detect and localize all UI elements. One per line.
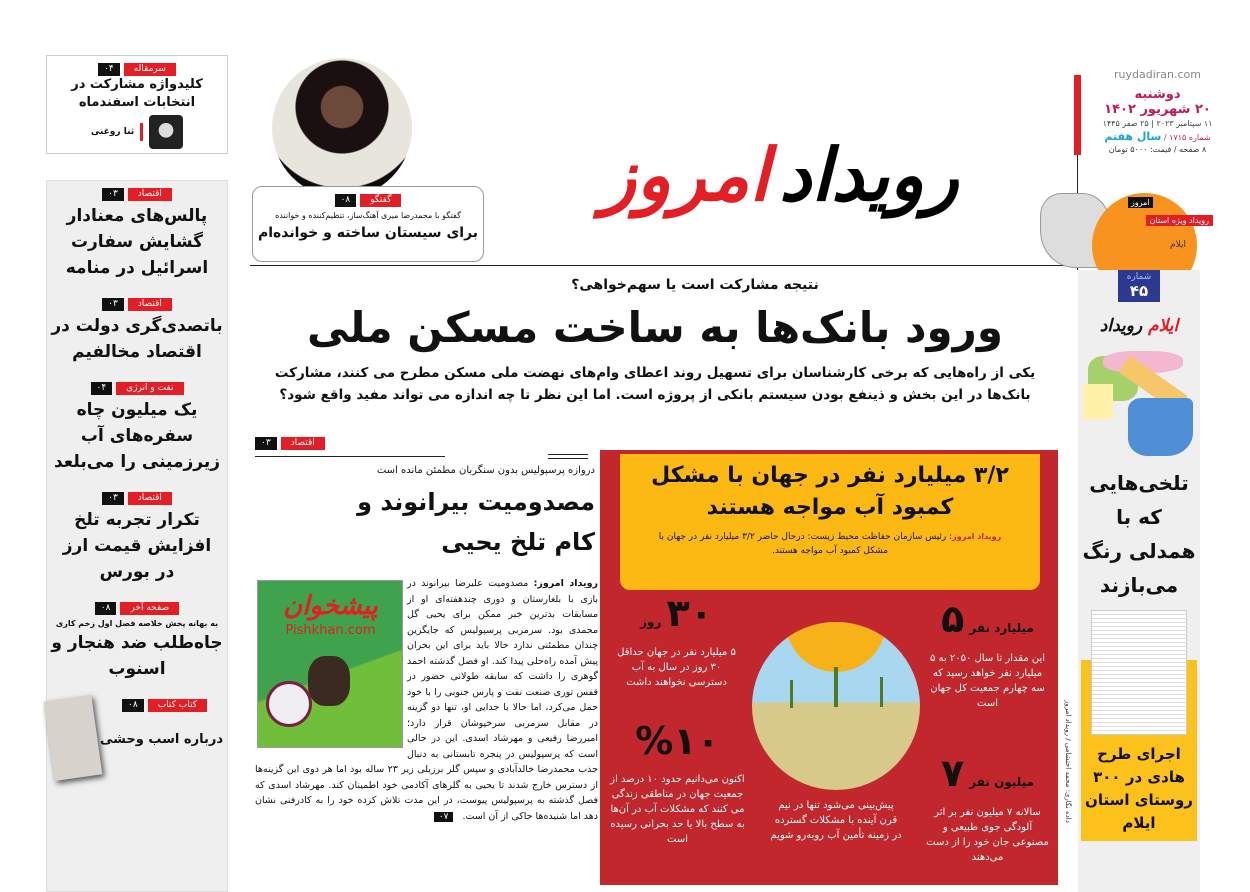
sport-text: مصدومیت علیرضا بیرانوند در بازی با بلغارستان و دوری چندهفته‌ای او از مسابقات بدترین خبر ممکن برای یحیی گل محمدی بود. سرمربی پرسپولیس که جایگزین چندان مطمئنی ندارد حالا باید برای این بحران پیش آمده راه‌حلی پیدا کند. او فصل گذشته احمد گوهری را داشت که سابقه طولانی حضور در قفس توری صنعت نفت و پارس جنوبی را با خود حمل می‌کرد، اما حالا با جدایی او، تنها دو گزینه در مقابل سرمربی سرخپوشان قرار دارد؛ امیررضا رفیعی و مهرشاد اسدی. این در حالی است که پرسپولیس در پنجره تابستانی به دنبال جذب محمدرضا خالدآبادی و سپس گلر برزیلی زیر ۲۳ ساله بود اما هر دوی این گزینه‌ها از دسترس خارج شدند تا یحیی به گلرهای آکادمی خود اطمینان کند. مهرشاد اسدی که فصل گذشته به پرسپولیس پیوست، در این مدت تلاش کرده خود را به کادرفنی نشان دهد اما شنیده‌ها حاکی از آن است.: [255, 578, 598, 822]
left-item-title[interactable]: تکرار تجربه تلخ افزایش قیمت ارز در بورس: [62, 510, 212, 582]
year: سال هفتم: [1104, 130, 1162, 143]
masthead-divider: [250, 265, 1075, 266]
province-map: [1040, 188, 1215, 270]
main-lead: یکی از راه‌هایی که برخی کارشناسان برای تسهیل روند اعطای وام‌های نهضت ملی مسکن مطرح می کنند، مشارکت بانک‌ها در این بخش و ذینفع بودن سیستم بانکی از پروژه است. اما این نظر تا چه اندازه می تواند مفید واقع شود؟: [274, 365, 1036, 403]
interview-photo: [272, 58, 412, 198]
infographic-title[interactable]: ۳/۲ میلیارد نفر در جهان با مشکل کمبود آب مواجه هستند: [651, 463, 1009, 520]
interview-tag: [335, 194, 402, 207]
issue-no: ۴۵: [1129, 282, 1149, 300]
website: ruydadiran.com: [1114, 68, 1201, 81]
pages-price: ۸ صفحه / قیمت: ۵۰۰۰ تومان: [1108, 145, 1207, 154]
sport-page: ۰۷: [434, 812, 454, 822]
section-label: کتاب کتاب: [148, 699, 207, 712]
stat-value: ۷: [941, 751, 965, 795]
editorial-title[interactable]: کلیدواژه مشارکت در انتخابات اسفندماه: [71, 77, 203, 110]
page-number: ۰۳: [255, 437, 277, 450]
author-photo: [149, 115, 183, 149]
right-promo: [1081, 610, 1197, 841]
stat-unit: میلیون نفر: [969, 775, 1034, 789]
page-number: ۰۸: [335, 194, 357, 207]
right-column: [1078, 270, 1200, 892]
page-number: ۰۸: [122, 699, 144, 712]
section-label: اقتصاد: [128, 298, 172, 311]
left-column: [46, 180, 228, 892]
sport-kicker: دروازه پرسپولیس بدون سنگربان مطمئن مانده است: [376, 465, 595, 476]
editorial-author: ثنا روغنی: [90, 127, 135, 137]
section-label: گفتگو: [360, 194, 401, 207]
interview-box: [252, 186, 484, 262]
sun-icon: [786, 622, 886, 672]
right-title-2[interactable]: اجرای طرح هادی در ۳۰۰ روستای استان ایلام: [1085, 745, 1193, 832]
main-headline[interactable]: ورود بانک‌ها به ساخت مسکن ملی: [307, 303, 1003, 352]
stat-text: ۵ میلیارد نفر در جهان حداقل ۳۰ روز در سال به آب دسترسی نخواهند داشت: [617, 647, 736, 688]
stat-value: %۱۰: [635, 719, 720, 763]
stat-unit: روز: [640, 615, 662, 629]
masthead-logo: [490, 90, 1070, 260]
watermark-fa: پیشخوان: [283, 591, 378, 621]
sport-byline: رویداد امروز:: [533, 578, 598, 589]
infographic-credit: داده نگاری: محمد احتشامی / رویداد امروز: [1064, 700, 1072, 823]
page-thumbnail: [1091, 610, 1187, 735]
page-number: ۰۴: [91, 382, 113, 395]
infographic: [600, 450, 1058, 885]
section-label: اقتصاد: [128, 492, 172, 505]
sport-title[interactable]: مصدومیت بیرانوند و کام تلخ یحیی: [357, 488, 595, 556]
section-label: نفت و انرژی: [116, 382, 183, 395]
stat-unit: میلیارد نفر: [969, 621, 1034, 635]
left-item[interactable]: [47, 181, 227, 283]
left-item[interactable]: [47, 291, 227, 367]
left-item-title[interactable]: درباره اسب وحشی: [100, 732, 223, 747]
left-item-kicker: به بهانه پخش خلاصه فصل اول زخم کاری: [55, 619, 219, 628]
date-other: ۱۱ سپتامبر ۲۰۲۳ | ۲۵ صفر ۱۴۴۵: [1102, 119, 1213, 128]
infographic-center-text: پیش‌بینی می‌شود تنها در نیم قرن آینده با مشکلات گسترده در زمینه تأمین آب روبه‌رو شویم: [770, 800, 902, 841]
left-item[interactable]: [47, 375, 227, 477]
map-label: رویداد ویژه استان: [1146, 215, 1213, 226]
stat-text: این مقدار تا سال ۲۰۵۰ به ۵ میلیارد نفر خواهد رسید که سه چهارم جمعیت کل جهان است: [929, 653, 1046, 709]
issue-label: شماره: [1126, 272, 1152, 282]
watermark-en: Pishkhan.com: [285, 623, 376, 638]
right-title-1[interactable]: تلخی‌هایی که با همدلی رنگ می‌بازند: [1082, 471, 1196, 597]
map-badge: امروز: [1128, 197, 1153, 208]
interview-kicker: گفتگو با محمدرضا میری آهنگ‌ساز، تنظیم‌کننده و خواننده: [275, 211, 461, 220]
section-label: اقتصاد: [281, 437, 325, 450]
plant-icon: [790, 680, 793, 708]
page-number: ۰۳: [102, 188, 124, 201]
left-item-title[interactable]: پالس‌های معنادار گشایش سفارت اسرائیل در منامه: [65, 206, 209, 278]
stat-text: سالانه ۷ میلیون نفر بر اثر آلودگی جوی طبیعی و مصنوعی جان خود را از دست می‌دهند: [926, 807, 1049, 863]
sport-body: [255, 576, 598, 825]
sport-rule: [255, 456, 445, 457]
left-item[interactable]: [47, 485, 227, 587]
logo-black: رویداد: [779, 133, 959, 217]
plant-icon: [880, 677, 883, 707]
drought-illustration: [752, 622, 920, 790]
plant-icon: [834, 667, 838, 707]
main-tag: [255, 437, 325, 450]
sport-rule-double: [548, 454, 588, 459]
infographic-intro: : رئیس سازمان حفاظت محیط زیست: درحال حاضر ۳/۲ میلیارد نفر در جهان با مشکل کمبود آب مواجه هستند.: [658, 532, 953, 556]
stat-item: [925, 596, 1050, 711]
supplement-logo-black: رویداد: [1099, 316, 1143, 336]
left-item-title[interactable]: جاه‌طلب ضد هنجار و اسنوب: [51, 633, 223, 679]
main-story: [250, 276, 1060, 406]
left-item-title[interactable]: باتصدی‌گری دولت در اقتصاد مخالفیم: [51, 316, 223, 362]
page-number: ۰۸: [95, 602, 117, 615]
editorial-tag: [98, 63, 176, 76]
stat-text: اکنون می‌دانیم حدود ۱۰ درصد از جمعیت جهان در مناطقی زندگی می کنند که مشکلات آب در آن‌ها به سطح بالا یا حد بحرانی رسیده است: [610, 774, 745, 845]
stat-item: [614, 590, 739, 690]
masthead-red-bar: [1074, 75, 1081, 155]
supplement-logo: [1078, 316, 1200, 336]
logo-red: امروز: [601, 133, 770, 217]
supplement-logo-red: ایلام: [1148, 316, 1179, 336]
stat-item: [610, 718, 745, 847]
page-number: ۰۳: [102, 492, 124, 505]
date-fa: ۲۰ شهریور ۱۴۰۲: [1104, 102, 1211, 117]
map-province: ایلام: [1170, 240, 1186, 250]
stat-item: [925, 750, 1050, 865]
issue-info: ruydadiran.com دوشنبه ۲۰ شهریور ۱۴۰۲ ۱۱ سپتامبر ۲۰۲۳ | ۲۵ صفر ۱۴۴۵ شماره ۱۷۱۵ / سال هفتم ۸ صفحه / قیمت: ۵۰۰۰ تومان: [1085, 68, 1230, 154]
infographic-header: [620, 454, 1040, 590]
left-item[interactable]: [47, 595, 227, 684]
section-label: سرمقاله: [124, 63, 176, 76]
interview-title[interactable]: برای سیستان ساخته و خوانده‌ام: [257, 225, 479, 241]
stat-value: ۵: [941, 597, 965, 641]
left-item[interactable]: [47, 692, 227, 788]
editorial-box: [46, 55, 228, 154]
ilam-map: [1078, 346, 1200, 456]
section-label: صفحه آخر: [120, 602, 179, 615]
section-label: اقتصاد: [128, 188, 172, 201]
source-logo: رویداد امروز: [952, 532, 1002, 541]
issue-badge: [1118, 270, 1160, 302]
weekday: دوشنبه: [1134, 87, 1181, 102]
main-kicker: نتیجه مشارکت است یا سهم‌خواهی؟: [571, 277, 819, 293]
issue-number: شماره ۱۷۱۵: [1169, 133, 1211, 142]
stat-value: ۳۰: [666, 591, 713, 635]
page-number: ۰۳: [102, 298, 124, 311]
left-item-title[interactable]: یک میلیون چاه سفره‌های آب زیرزمینی را می‌بلعد: [53, 400, 221, 472]
page-number: ۰۴: [98, 63, 120, 76]
